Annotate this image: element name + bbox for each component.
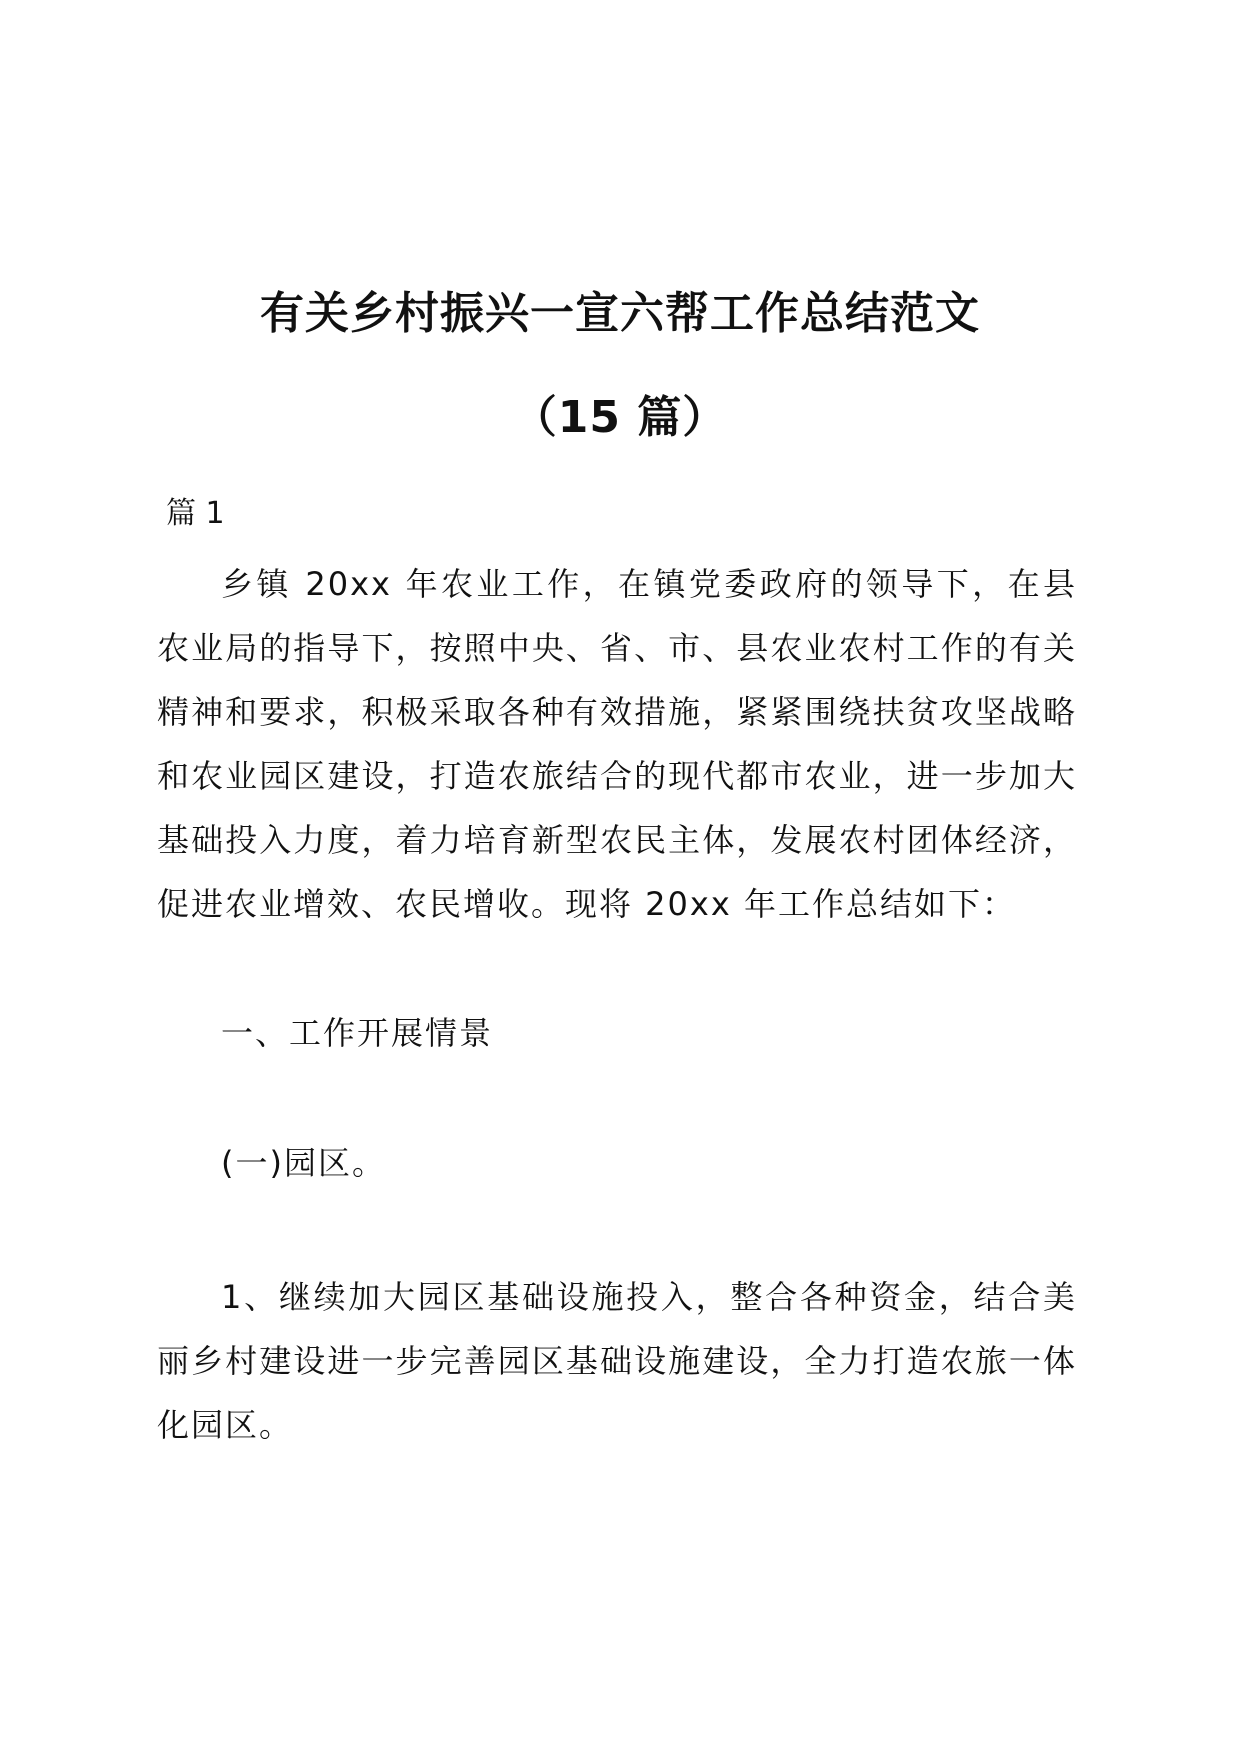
article-label: 篇 1 [166, 496, 225, 531]
document-subtitle-count: （15 篇） [512, 392, 728, 443]
subsection-heading: (一)园区。 [221, 1144, 386, 1182]
document-title: 有关乡村振兴一宣六帮工作总结范文 [260, 288, 980, 339]
intro-paragraph: 乡镇 20xx 年农业工作，在镇党委政府的领导下，在县农业局的指导下，按照中央、省、市、县农业农村工作的有关精神和要求，积极采取各种有效措施，紧紧围绕扶贫攻坚战略和农业园区建设，打造农旅结合的现代都市农业，进一步加大基础投入力度，着力培育新型农民主体，发展农村团体经济，促进农业增效、农民增收。现将 20xx 年工作总结如下： [157, 565, 1077, 923]
item-1-paragraph: 1、继续加大园区基础设施投入，整合各种资金，结合美丽乡村建设进一步完善园区基础设施建设，全力打造农旅一体化园区。 [157, 1278, 1077, 1444]
section-heading: 一、工作开展情景 [221, 1014, 494, 1052]
